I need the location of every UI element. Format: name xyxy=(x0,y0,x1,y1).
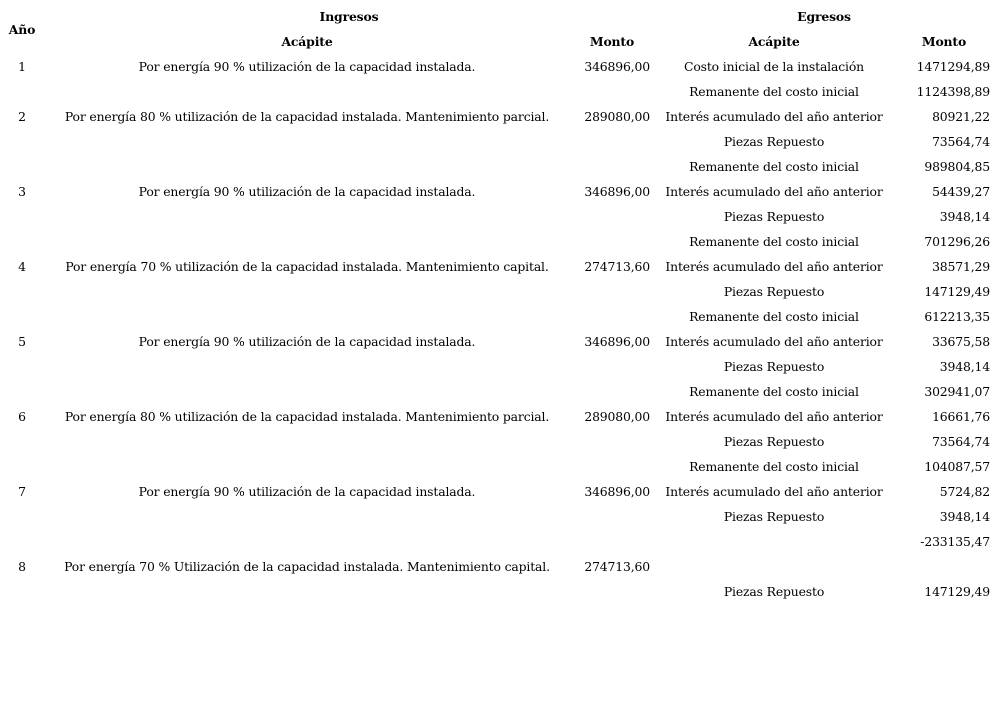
expense-item-cell: Remanente del costo inicial xyxy=(689,309,859,324)
table-row xyxy=(0,479,994,504)
table-body xyxy=(0,54,994,604)
expense-amount-cell: 73564,74 xyxy=(932,434,990,449)
income-amount-cell xyxy=(570,354,654,379)
expense-item-cell: Interés acumulado del año anterior xyxy=(665,409,883,424)
year-cell xyxy=(0,579,44,604)
expense-item-cell: Remanente del costo inicial xyxy=(689,459,859,474)
income-item-cell xyxy=(44,79,570,104)
income-amount-cell xyxy=(570,279,654,304)
income-item-cell: Por energía 80 % utilización de la capacidad instalada. Mantenimiento parcial. xyxy=(64,109,550,124)
income-amount-cell xyxy=(570,379,654,404)
table-row xyxy=(0,429,994,454)
year-cell: 4 xyxy=(18,259,26,274)
expense-item-cell: Remanente del costo inicial xyxy=(689,384,859,399)
income-amount-cell: 346896,00 xyxy=(584,334,650,349)
expense-amount-cell: 80921,22 xyxy=(932,109,990,124)
expense-item-cell: Interés acumulado del año anterior xyxy=(665,484,883,499)
expense-amount-cell: 701296,26 xyxy=(924,234,990,249)
year-cell: 5 xyxy=(18,334,26,349)
year-cell xyxy=(0,504,44,529)
income-item-cell xyxy=(44,129,570,154)
table-row xyxy=(0,579,994,604)
table-row xyxy=(0,329,994,354)
cash-flow-table xyxy=(0,4,994,604)
year-cell xyxy=(0,304,44,329)
expense-amount-cell: 302941,07 xyxy=(924,384,990,399)
table-row xyxy=(0,229,994,254)
income-amount-cell xyxy=(570,529,654,554)
expense-item-cell: Remanente del costo inicial xyxy=(689,159,859,174)
income-amount-cell: 274713,60 xyxy=(584,259,650,274)
expense-item-cell xyxy=(654,529,894,554)
expense-item-cell: Interés acumulado del año anterior xyxy=(665,334,883,349)
income-item-cell: Por energía 90 % utilización de la capacidad instalada. xyxy=(138,334,476,349)
header-expense-item: Acápite xyxy=(748,34,800,49)
year-cell: 6 xyxy=(18,409,26,424)
table-row xyxy=(0,354,994,379)
income-amount-cell xyxy=(570,504,654,529)
header-row-columns xyxy=(0,29,994,54)
table-row xyxy=(0,454,994,479)
table-row xyxy=(0,379,994,404)
income-amount-cell xyxy=(570,429,654,454)
expense-item-cell: Remanente del costo inicial xyxy=(689,84,859,99)
income-item-cell xyxy=(44,379,570,404)
income-amount-cell xyxy=(570,454,654,479)
income-amount-cell xyxy=(570,579,654,604)
expense-amount-cell: 5724,82 xyxy=(939,484,990,499)
income-item-cell xyxy=(44,579,570,604)
income-item-cell xyxy=(44,154,570,179)
income-item-cell xyxy=(44,304,570,329)
income-amount-cell xyxy=(570,129,654,154)
table-row xyxy=(0,54,994,79)
income-item-cell xyxy=(44,454,570,479)
year-cell xyxy=(0,204,44,229)
table-row xyxy=(0,304,994,329)
income-item-cell xyxy=(44,279,570,304)
year-cell xyxy=(0,429,44,454)
income-amount-cell: 346896,00 xyxy=(584,59,650,74)
expense-item-cell: Costo inicial de la instalación xyxy=(684,59,864,74)
header-expense-group: Egresos xyxy=(797,9,851,24)
expense-amount-cell xyxy=(894,554,994,579)
income-amount-cell xyxy=(570,229,654,254)
table-row xyxy=(0,554,994,579)
expense-amount-cell: 33675,58 xyxy=(932,334,990,349)
expense-amount-cell: 147129,49 xyxy=(924,584,990,599)
income-amount-cell xyxy=(570,304,654,329)
year-cell: 7 xyxy=(18,484,26,499)
year-cell xyxy=(0,154,44,179)
expense-amount-cell: 1124398,89 xyxy=(916,84,990,99)
header-row-groups xyxy=(0,4,994,29)
table-row xyxy=(0,254,994,279)
expense-item-cell: Piezas Repuesto xyxy=(723,209,825,224)
expense-item-cell: Piezas Repuesto xyxy=(723,584,825,599)
table-row xyxy=(0,404,994,429)
expense-item-cell xyxy=(654,554,894,579)
year-cell: 8 xyxy=(18,559,26,574)
table-row xyxy=(0,154,994,179)
table-header xyxy=(0,4,994,54)
year-cell xyxy=(0,279,44,304)
expense-amount-cell: 54439,27 xyxy=(932,184,990,199)
table-row xyxy=(0,279,994,304)
expense-amount-cell: 612213,35 xyxy=(924,309,990,324)
income-item-cell xyxy=(44,204,570,229)
income-amount-cell: 289080,00 xyxy=(584,409,650,424)
income-amount-cell xyxy=(570,79,654,104)
expense-item-cell: Piezas Repuesto xyxy=(723,134,825,149)
year-cell xyxy=(0,354,44,379)
year-cell xyxy=(0,454,44,479)
expense-item-cell: Piezas Repuesto xyxy=(723,434,825,449)
expense-amount-cell: 3948,14 xyxy=(939,359,990,374)
income-amount-cell: 346896,00 xyxy=(584,484,650,499)
expense-amount-cell: 16661,76 xyxy=(932,409,990,424)
expense-amount-cell: 73564,74 xyxy=(932,134,990,149)
expense-item-cell: Interés acumulado del año anterior xyxy=(665,109,883,124)
table-row xyxy=(0,104,994,129)
expense-item-cell: Remanente del costo inicial xyxy=(689,234,859,249)
table-row xyxy=(0,129,994,154)
expense-amount-cell: -233135,47 xyxy=(920,534,990,549)
income-item-cell: Por energía 90 % utilización de la capacidad instalada. xyxy=(138,484,476,499)
year-cell xyxy=(0,229,44,254)
income-item-cell xyxy=(44,229,570,254)
year-cell xyxy=(0,529,44,554)
income-item-cell: Por energía 70 % Utilización de la capacidad instalada. Mantenimiento capital. xyxy=(64,559,550,574)
expense-amount-cell: 989804,85 xyxy=(924,159,990,174)
income-item-cell xyxy=(44,429,570,454)
expense-item-cell: Piezas Repuesto xyxy=(723,359,825,374)
income-amount-cell xyxy=(570,204,654,229)
expense-amount-cell: 1471294,89 xyxy=(916,59,990,74)
header-income-item: Acápite xyxy=(281,34,333,49)
income-item-cell xyxy=(44,529,570,554)
year-cell: 1 xyxy=(18,59,26,74)
income-item-cell: Por energía 90 % utilización de la capacidad instalada. xyxy=(138,184,476,199)
expense-amount-cell: 3948,14 xyxy=(939,509,990,524)
expense-amount-cell: 104087,57 xyxy=(924,459,990,474)
expense-amount-cell: 38571,29 xyxy=(932,259,990,274)
year-cell: 2 xyxy=(18,109,26,124)
income-item-cell: Por energía 80 % utilización de la capacidad instalada. Mantenimiento parcial. xyxy=(64,409,550,424)
expense-item-cell: Piezas Repuesto xyxy=(723,284,825,299)
income-item-cell xyxy=(44,504,570,529)
year-cell: 3 xyxy=(18,184,26,199)
income-item-cell xyxy=(44,354,570,379)
income-amount-cell: 289080,00 xyxy=(584,109,650,124)
expense-item-cell: Piezas Repuesto xyxy=(723,509,825,524)
expense-amount-cell: 3948,14 xyxy=(939,209,990,224)
income-item-cell: Por energía 90 % utilización de la capacidad instalada. xyxy=(138,59,476,74)
header-expense-amount: Monto xyxy=(921,34,967,49)
table-row xyxy=(0,529,994,554)
expense-amount-cell: 147129,49 xyxy=(924,284,990,299)
expense-item-cell: Interés acumulado del año anterior xyxy=(665,259,883,274)
header-year: Año xyxy=(8,21,36,37)
income-item-cell: Por energía 70 % utilización de la capacidad instalada. Mantenimiento capital. xyxy=(65,259,549,274)
income-amount-cell: 274713,60 xyxy=(584,559,650,574)
year-cell xyxy=(0,79,44,104)
income-amount-cell xyxy=(570,154,654,179)
table-row xyxy=(0,79,994,104)
income-amount-cell: 346896,00 xyxy=(584,184,650,199)
table-row xyxy=(0,179,994,204)
year-cell xyxy=(0,129,44,154)
table-row xyxy=(0,504,994,529)
header-income-group: Ingresos xyxy=(319,9,379,24)
year-cell xyxy=(0,379,44,404)
expense-item-cell: Interés acumulado del año anterior xyxy=(665,184,883,199)
table-row xyxy=(0,204,994,229)
header-income-amount: Monto xyxy=(589,34,635,49)
